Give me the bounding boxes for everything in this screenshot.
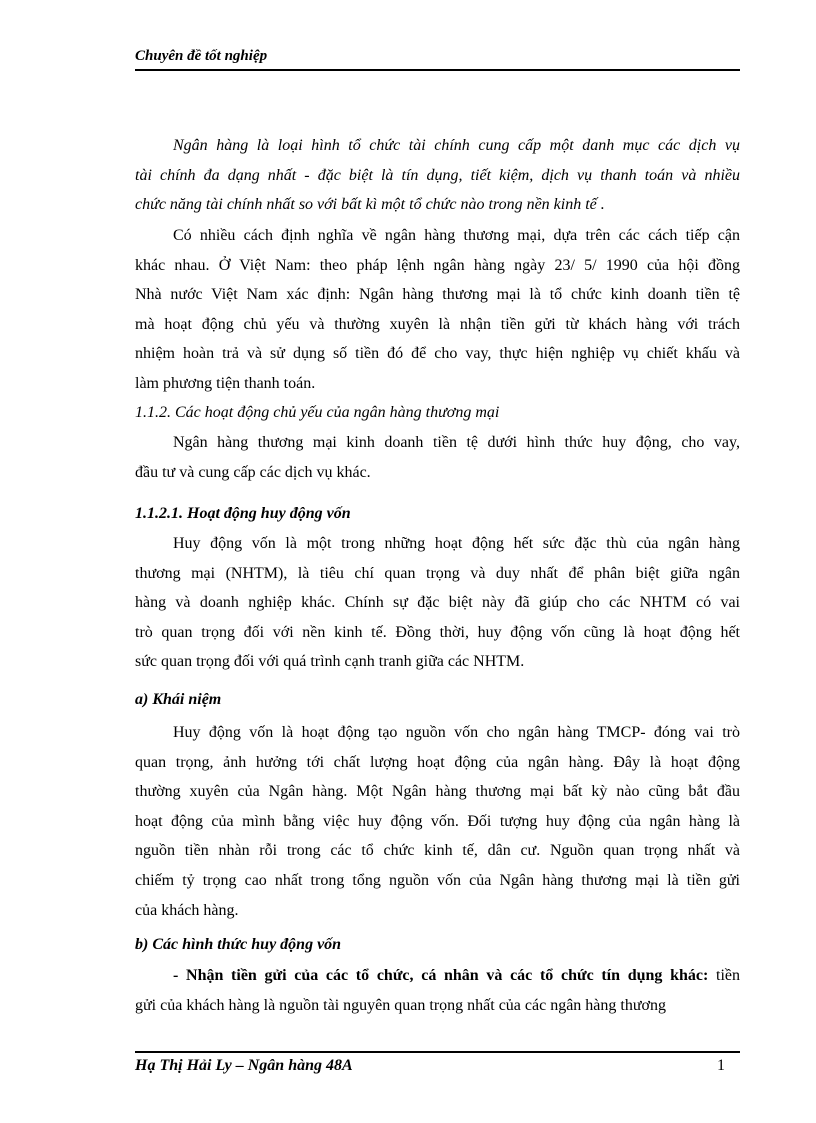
section-1-1-2-1-paragraph bbox=[135, 529, 740, 677]
definition-paragraph bbox=[135, 221, 740, 399]
paragraph-line: Ngân hàng thương mại kinh doanh tiền tệ dưới hình thức huy động, cho vay, bbox=[173, 434, 740, 451]
footer-author: Hạ Thị Hải Ly – Ngân hàng 48A bbox=[135, 1057, 353, 1074]
paragraph-line: nhiệm hoàn trả và sử dụng số tiền đó để cho vay, thực hiện nghiệp vụ chiết khấu và bbox=[135, 345, 740, 363]
paragraph-line: Huy động vốn là một trong những hoạt động hết sức đặc thù của ngân hàng bbox=[173, 535, 740, 552]
footer-rule bbox=[135, 1051, 740, 1053]
paragraph-line: thường xuyên của Ngân hàng. Một Ngân hàng thương mại bất kỳ nào cũng bắt đầu bbox=[135, 783, 740, 801]
paragraph-line: chiếm tỷ trọng cao nhất trong tổng nguồn vốn của Ngân hàng thương mại là tiền gửi bbox=[135, 871, 740, 889]
heading-text: 1.1.2. Các hoạt động chủ yếu của ngân hàng thương mại bbox=[135, 404, 500, 421]
paragraph-line: quan trọng, ảnh hưởng tới chất lượng hoạt động của ngân hàng. Đây là hoạt động bbox=[135, 753, 740, 771]
paragraph-line: Ngân hàng là loại hình tổ chức tài chính cung cấp một danh mục các dịch vụ bbox=[173, 137, 740, 154]
bold-lead: - Nhận tiền gửi của các tổ chức, cá nhân và các tổ chức tín dụng khác: bbox=[173, 967, 709, 984]
paragraph-line: chức năng tài chính nhất so với bất kì một tổ chức nào trong nền kinh tế . bbox=[135, 196, 605, 214]
intro-paragraph bbox=[135, 131, 740, 220]
paragraph-line: thương mại (NHTM), là tiêu chí quan trọng và duy nhất để phân biệt giữa ngân bbox=[135, 564, 740, 582]
heading-text: a) Khái niệm bbox=[135, 691, 222, 708]
concept-paragraph bbox=[135, 718, 740, 925]
page-number: 1 bbox=[717, 1057, 725, 1074]
section-1-1-2-heading bbox=[135, 398, 740, 428]
section-1-1-2-1-heading bbox=[135, 499, 740, 529]
paragraph-line: trò quan trọng đối với nền kinh tế. Đồng thời, huy động vốn cũng là hoạt động hết bbox=[135, 623, 740, 641]
section-1-1-2-paragraph bbox=[135, 428, 740, 487]
paragraph-line: tài chính đa dạng nhất - đặc biệt là tín dụng, tiết kiệm, dịch vụ thanh toán và nhiều bbox=[135, 166, 740, 184]
paragraph-line: của khách hàng. bbox=[135, 901, 239, 919]
heading-text: 1.1.2.1. Hoạt động huy động vốn bbox=[135, 505, 351, 522]
running-footer bbox=[135, 1057, 725, 1075]
paragraph-line: hàng và doanh nghiệp khác. Chính sự đặc biệt này đã giúp cho các NHTM có vai bbox=[135, 594, 740, 612]
paragraph-line: đầu tư và cung cấp các dịch vụ khác. bbox=[135, 463, 371, 481]
paragraph-line: hoạt động của mình bằng việc huy động vốn. Đối tượng huy động của ngân hàng là bbox=[135, 812, 740, 830]
paragraph-line: làm phương tiện thanh toán. bbox=[135, 374, 316, 392]
paragraph-line: Nhà nước Việt Nam xác định: Ngân hàng thương mại là tổ chức kinh doanh tiền tệ bbox=[135, 286, 740, 304]
paragraph-line: nguồn tiền nhàn rỗi trong các tổ chức kinh tế, dân cư. Nguồn quan trọng nhất và bbox=[135, 842, 740, 860]
paragraph-line: khác nhau. Ở Việt Nam: theo pháp lệnh ngân hàng ngày 23/ 5/ 1990 của hội đồng bbox=[135, 256, 740, 274]
heading-text: b) Các hình thức huy động vốn bbox=[135, 936, 342, 953]
paragraph-line: Huy động vốn là hoạt động tạo nguồn vốn cho ngân hàng TMCP- đóng vai trò bbox=[173, 724, 740, 741]
paragraph-line bbox=[135, 961, 740, 991]
paragraph-line: sức quan trọng đối với quá trình cạnh tranh giữa các NHTM. bbox=[135, 653, 525, 671]
lead-rest: tiền bbox=[708, 967, 741, 984]
concept-heading bbox=[135, 685, 740, 715]
forms-heading bbox=[135, 930, 740, 960]
header-rule bbox=[135, 69, 740, 71]
paragraph-line: mà hoạt động chủ yếu và thường xuyên là nhận tiền gửi từ khách hàng với trách bbox=[135, 315, 740, 333]
paragraph-line: Có nhiều cách định nghĩa về ngân hàng thương mại, dựa trên các cách tiếp cận bbox=[173, 227, 740, 244]
forms-paragraph bbox=[135, 961, 740, 1020]
paragraph-line: gửi của khách hàng là nguồn tài nguyên quan trọng nhất của các ngân hàng thương bbox=[135, 996, 666, 1014]
running-header: Chuyên đề tốt nghiệp bbox=[135, 48, 268, 64]
